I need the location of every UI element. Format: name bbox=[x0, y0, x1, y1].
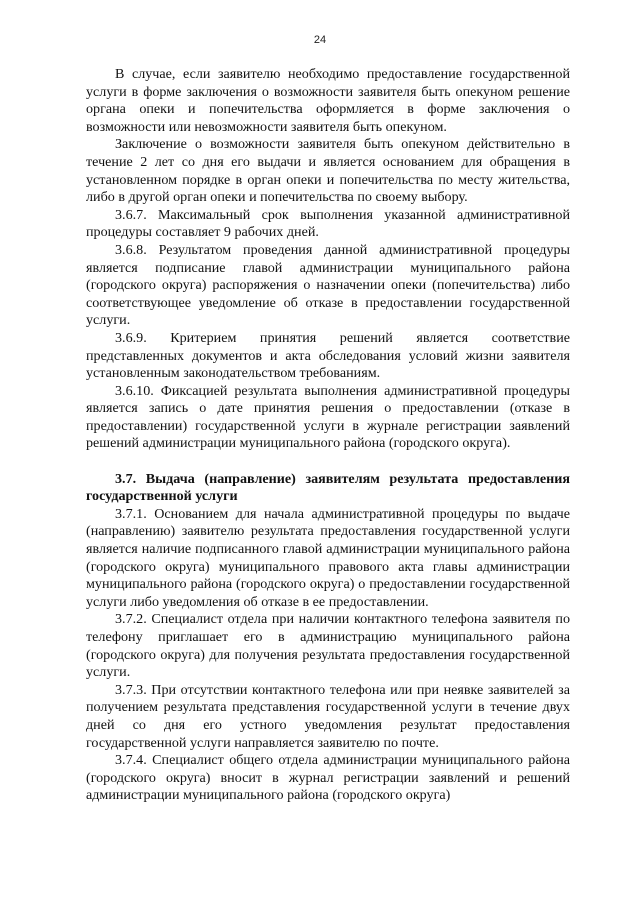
paragraph-3-6-10: 3.6.10. Фиксацией результата выполнения административной процедуры является запись о дате принятия решения о предоставлении (отказе в предоставлении) государственной услуги в журнале регистрации заявлений решений администрации муниципального района (городского округа). bbox=[86, 382, 570, 452]
paragraph-3-6-9: 3.6.9. Критерием принятия решений является соответствие представленных документов и акта обследования условий жизни заявителя установленным законодательством требованиям. bbox=[86, 329, 570, 382]
paragraph-3-6-8: 3.6.8. Результатом проведения данной административной процедуры является подписание главой администрации муниципального района (городского округа) распоряжения о назначении опеки (попечительства) либо соответствующее уведомление об отказе в предоставлении государственной услуги. bbox=[86, 241, 570, 329]
page-number: 24 bbox=[313, 34, 327, 46]
paragraph-conclusion-validity: Заключение о возможности заявителя быть опекуном действительно в течение 2 лет со дня его выдачи и является основанием для обращения в установленном порядке в орган опеки и попечительства по месту жительства, либо в другой орган опеки и попечительства по своему выбору. bbox=[86, 136, 570, 206]
paragraph-3-7-2: 3.7.2. Специалист отдела при наличии контактного телефона заявителя по телефону приглашает его в администрацию муниципального района (городского округа) для получения результата предоставления государственной услуги. bbox=[86, 611, 570, 681]
section-heading-3-7: 3.7. Выдача (направление) заявителям результата предоставления государственной услуги bbox=[86, 470, 570, 505]
paragraph-guardian-conclusion: В случае, если заявителю необходимо предоставление государственной услуги в форме заключения о возможности заявителя быть опекуном решение органа опеки и попечительства оформляется в форме заключения о возможности или невозможности заявителя быть опекуном. bbox=[86, 66, 570, 135]
paragraph-3-6-7: 3.6.7. Максимальный срок выполнения указанной административной процедуры составляет 9 рабочих дней. bbox=[86, 206, 570, 241]
paragraph-3-7-3: 3.7.3. При отсутствии контактного телефона или при неявке заявителей за получением результата представления государственной услуги в течение двух дней со дня его устного уведомления результат предоставления государственной услуги направляется заявителю по почте. bbox=[86, 681, 570, 751]
document-body bbox=[86, 66, 570, 805]
paragraph-3-7-1: 3.7.1. Основанием для начала административной процедуры по выдаче (направлению) заявителю результата предоставления государственной услуги является наличие подписанного главой администрации муниципального района (городского округа) муниципального правового акта главы администрации муниципального района (городского округа) о предоставлении государственной услуги либо уведомления об отказе в ее предоставлении. bbox=[86, 505, 570, 610]
paragraph-3-7-4: 3.7.4. Специалист общего отдела администрации муниципального района (городского округа) вносит в журнал регистрации заявлений и решений администрации муниципального района (городского округа) bbox=[86, 752, 570, 804]
